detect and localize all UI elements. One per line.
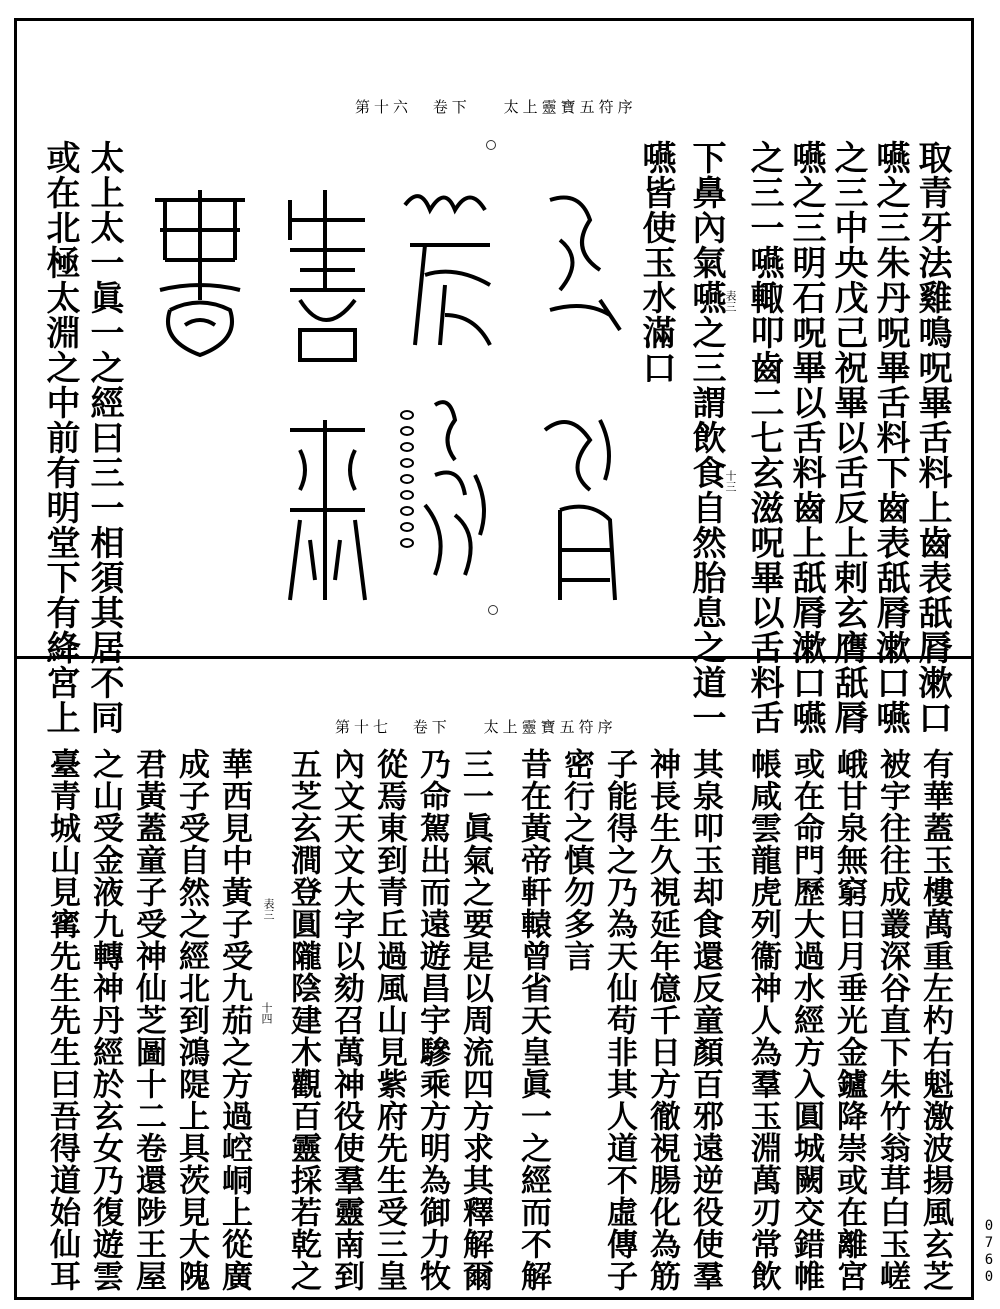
bottom-col-9: 密行之慎勿多言	[558, 748, 594, 972]
talisman-column-3	[270, 180, 385, 620]
top-col-3: 之三中央戊己祝畢以舌反上剌玄膺舐脣	[828, 140, 868, 735]
bottom-header	[335, 716, 617, 737]
talisman-glyph-svg-3	[270, 180, 385, 620]
top-dot-1	[486, 140, 496, 150]
talisman-glyph-svg-4	[145, 180, 255, 380]
bottom-col-14: 內文天文大字以劾召萬神役使羣靈南到	[328, 748, 364, 1292]
top-header	[355, 96, 637, 117]
bottom-col-5: 帳咸雲龍虎列衞神人為羣玉淵萬刃常飲	[745, 748, 781, 1292]
talisman-glyph-svg-1	[530, 180, 640, 620]
top-seal-label-2: 十三	[724, 470, 737, 492]
bottom-col-8: 子能得之乃為天仙苟非其人道不虛傳子	[601, 748, 637, 1292]
margin-page-number: 0760	[981, 1218, 997, 1286]
bottom-col-17: 成子受自然之經北到鴻隄上具茨見大隗	[173, 748, 209, 1292]
top-trailing-col-2: 或在北極太淵之中前有明堂下有絳宮上	[40, 140, 80, 735]
talisman-column-1	[530, 180, 640, 620]
bottom-col-12: 乃命駕出而遠遊昌宇驂乘方明為御力牧	[414, 748, 450, 1292]
bottom-label-2: 十四	[260, 1002, 273, 1024]
bottom-col-6: 其泉叩玉却食還反童顏百邪遠逆役使羣	[687, 748, 723, 1292]
bottom-col-19: 之山受金液九轉神丹經於玄女乃復遊雲	[87, 748, 123, 1292]
bottom-col-1: 有華蓋玉樓萬重左杓右魁激波揚風玄芝	[917, 748, 953, 1292]
top-col-7: 嚥皆使玉水滿口	[636, 140, 676, 385]
bottom-col-2: 被宇往往成叢深谷直下朱竹翁茸白玉嵯	[874, 748, 910, 1292]
bottom-col-15: 五芝玄澗登圓隴陰建木觀百靈採若乾之	[285, 748, 321, 1292]
top-col-1: 取青牙法雞鳴呪畢舌料上齒表舐脣漱口	[912, 140, 952, 735]
top-header-volume: 卷下	[432, 98, 471, 116]
top-seal-label-1: 表三	[724, 290, 737, 312]
bottom-col-4: 或在命門歷大過水經方入圓城闕交錯帷	[788, 748, 824, 1292]
top-trailing-col-1: 太上太一眞一之經曰三一相須其居不同	[84, 140, 124, 735]
bottom-col-20: 臺青城山見寗先生先生曰吾得道始仙耳	[44, 748, 80, 1292]
bottom-header-volume: 卷下	[412, 718, 451, 736]
top-col-4: 嚥之三明石呪畢以舌料齒上舐脣漱口嚥	[786, 140, 826, 735]
top-col-6: 下鼻內氣嚥之三謂飲食自然胎息之道一	[686, 140, 726, 735]
talisman-column-4	[145, 180, 255, 380]
top-header-page: 第十六	[355, 98, 413, 116]
talisman-glyph-svg-2	[395, 175, 510, 615]
top-col-5: 之三一嚥輙叩齒二七玄滋呪畢以舌料舌	[744, 140, 784, 735]
bottom-header-page: 第十七	[335, 718, 393, 736]
bottom-label-1: 表三	[262, 898, 275, 920]
bottom-col-13: 從焉東到青丘過風山見紫府先生受三皇	[371, 748, 407, 1292]
top-header-title: 太上靈寶五符序	[503, 98, 637, 116]
bottom-col-11: 三一眞氣之要是以周流四方求其釋解爾	[457, 748, 493, 1292]
top-col-2: 嚥之三朱丹呪畢舌料下齒表舐脣漱口嚥	[870, 140, 910, 735]
bottom-col-3: 峨甘泉無窮日月垂光金鑪降崇或在離宮	[831, 748, 867, 1292]
talisman-column-2	[395, 175, 510, 615]
bottom-header-title: 太上靈寶五符序	[483, 718, 617, 736]
bottom-col-18: 君黃蓋童子受神仙芝圖十二卷還陟王屋	[130, 748, 166, 1292]
bottom-col-16: 華西見中黃子受九茄之方過崆峒上從廣	[216, 748, 252, 1292]
bottom-col-7: 神長生久視延年億千日方徹視腸化為筋	[644, 748, 680, 1292]
bottom-col-10: 昔在黃帝軒轅曾省天皇眞一之經而不解	[515, 748, 551, 1292]
